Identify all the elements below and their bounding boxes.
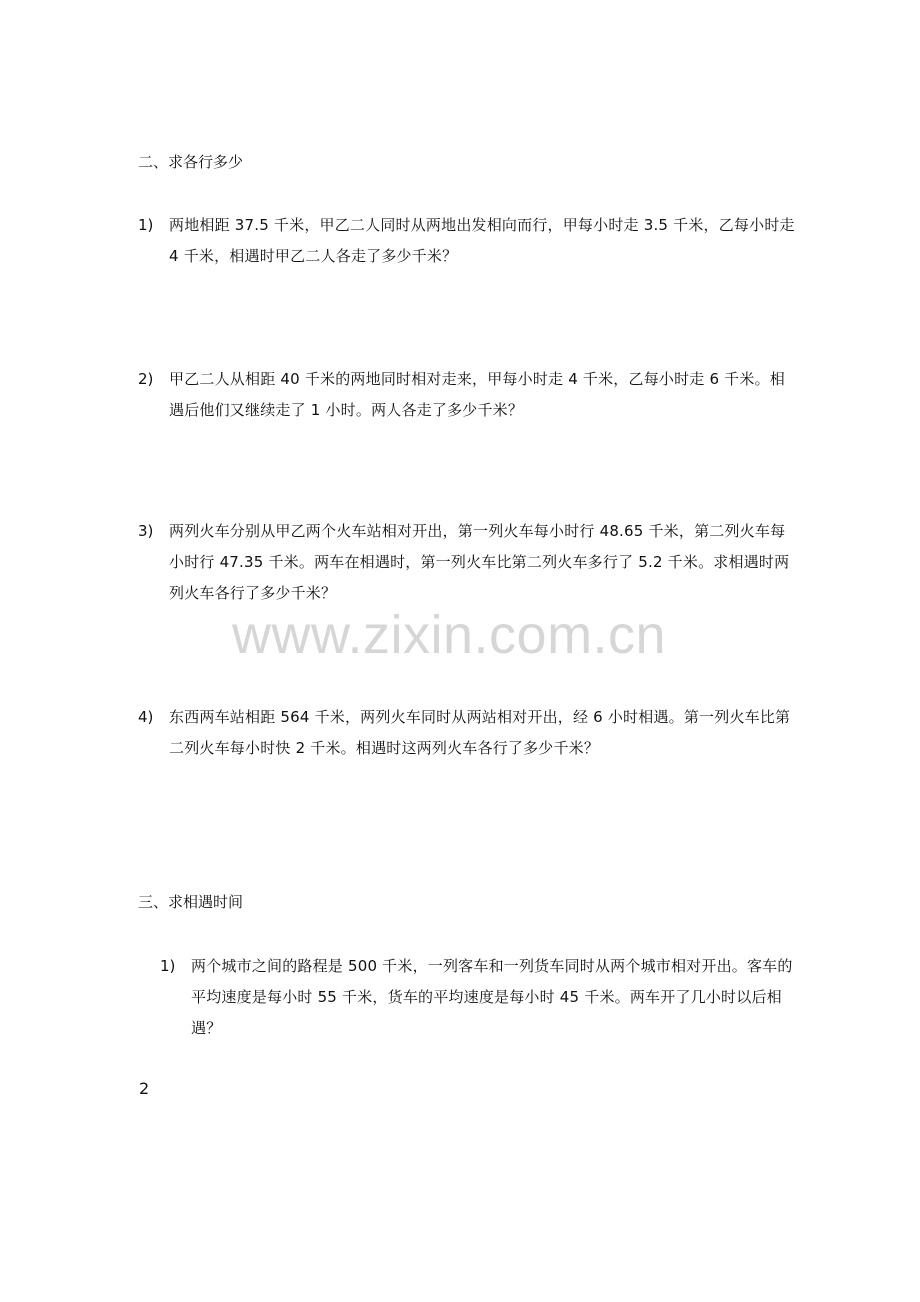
page-number: 2 <box>139 1079 150 1098</box>
problem-text: 两地相距 37.5 千米，甲乙二人同时从两地出发相向而行，甲每小时走 3.5 千米，乙每小时走 4 千米，相遇时甲乙二人各走了多少千米？ <box>169 216 795 265</box>
problem-text: 甲乙二人从相距 40 千米的两地同时相对走来，甲每小时走 4 千米，乙每小时走 6 千米。相遇后他们又继续走了 1 小时。两人各走了多少千米？ <box>169 370 785 419</box>
section-heading: 三、求相遇时间 <box>138 893 244 911</box>
problem-number: 4) <box>138 708 154 726</box>
problem-text: 东西两车站相距 564 千米，两列火车同时从两站相对开出，经 6 小时相遇。第一列火车比第二列火车每小时快 2 千米。相遇时这两列火车各行了多少千米？ <box>169 708 791 757</box>
problem-text: 两列火车分别从甲乙两个火车站相对开出，第一列火车每小时行 48.65 千米，第二列火车每小时行 47.35 千米。两车在相遇时，第一列火车比第二列火车多行了 5.2 千米。求相遇时两列火车各行了多少千米？ <box>169 522 790 602</box>
problem-item <box>138 364 798 426</box>
problem-number: 1) <box>138 216 154 234</box>
problem-number: 1) <box>160 957 176 975</box>
problem-item <box>160 951 800 1044</box>
problem-item <box>138 210 798 272</box>
problem-item <box>138 702 798 764</box>
section-heading: 二、求各行多少 <box>138 153 244 171</box>
problem-item <box>138 516 798 609</box>
problem-number: 2) <box>138 370 154 388</box>
watermark: www.zixin.com.cn <box>232 605 667 665</box>
problem-text: 两个城市之间的路程是 500 千米，一列客车和一列货车同时从两个城市相对开出。客车的平均速度是每小时 55 千米，货车的平均速度是每小时 45 千米。两车开了几小时以后相遇？ <box>191 957 793 1037</box>
problem-number: 3) <box>138 522 154 540</box>
